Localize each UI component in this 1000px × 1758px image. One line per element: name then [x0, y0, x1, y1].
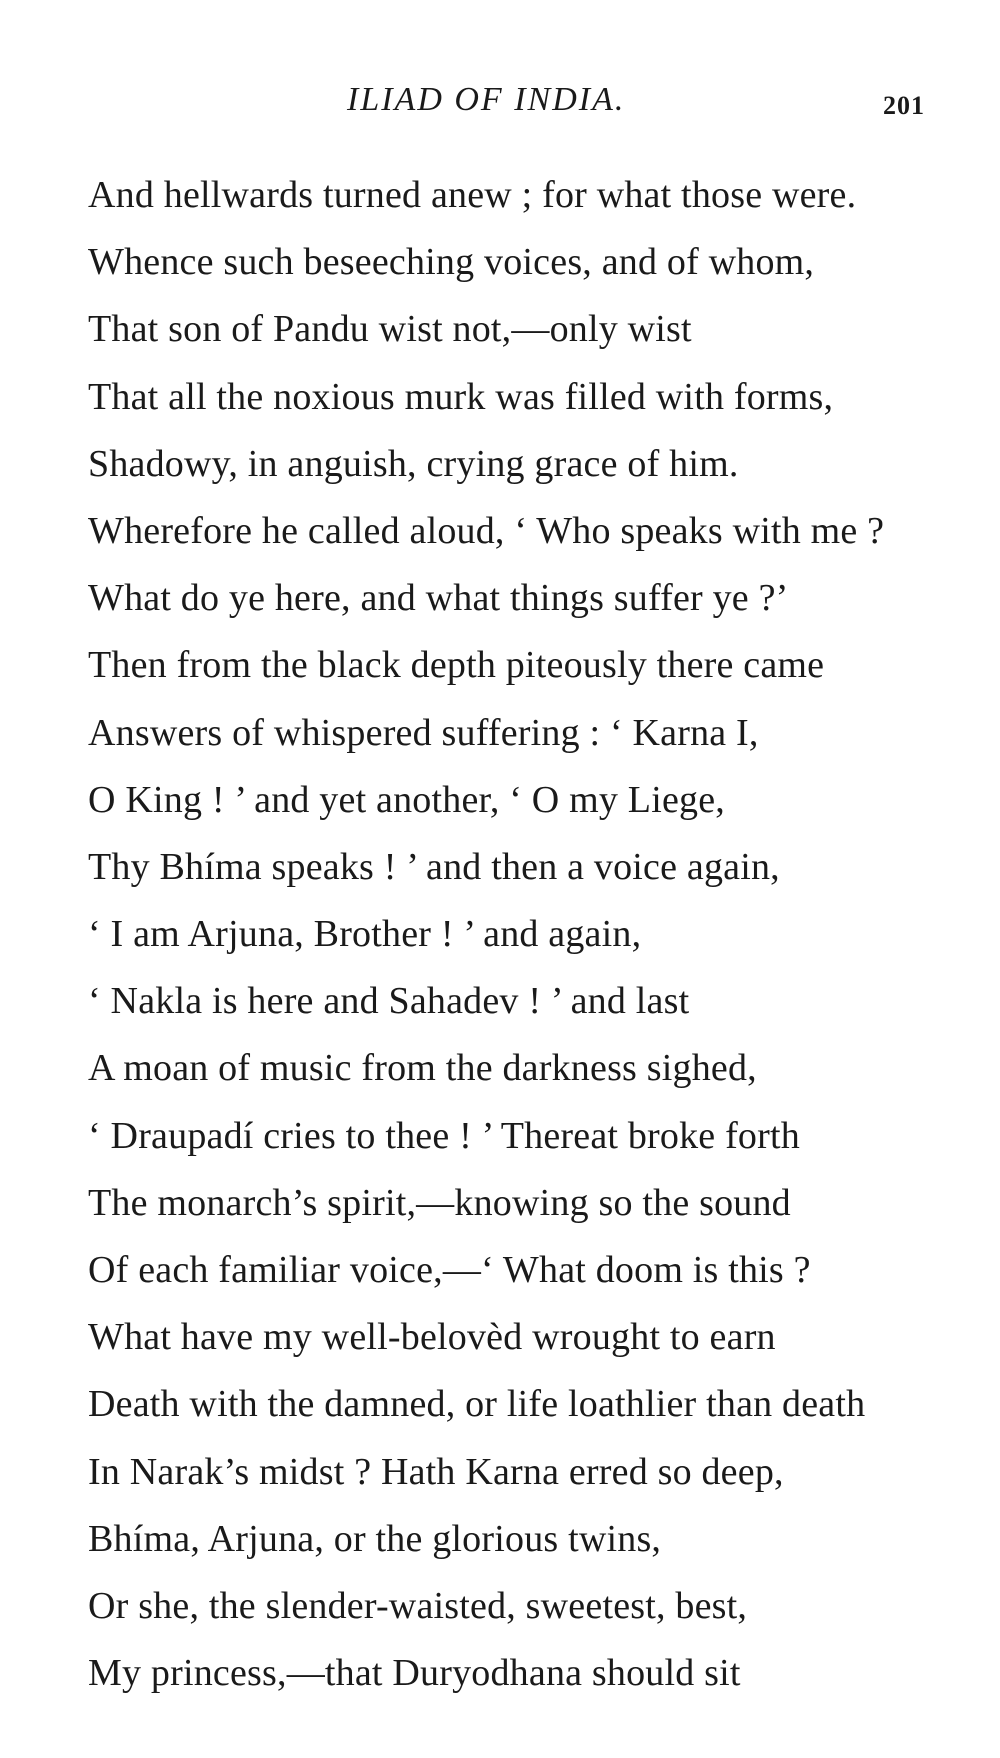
verse-line: Bhíma, Arjuna, or the glorious twins,	[88, 1517, 662, 1560]
verse-line: ‘ I am Arjuna, Brother ! ’ and again,	[88, 913, 642, 956]
verse-line: A moan of music from the darkness sighed,	[88, 1047, 757, 1090]
verse-line: ‘ Nakla is here and Sahadev ! ’ and last	[88, 980, 690, 1023]
verse-line: My princess,—that Duryodhana should sit	[88, 1652, 741, 1695]
verse-line: What have my well-belovèd wrought to earn	[88, 1316, 776, 1359]
verse-line: Shadowy, in anguish, crying grace of him.	[88, 442, 739, 485]
verse-line: Whence such beseeching voices, and of whom,	[88, 241, 815, 284]
verse-line: O King ! ’ and yet another, ‘ O my Liege,	[88, 778, 725, 821]
verse-line: What do ye here, and what things suffer ye ?’	[88, 577, 789, 620]
verse-line: Or she, the slender-waisted, sweetest, best,	[88, 1584, 748, 1627]
verse-line: And hellwards turned anew ; for what those were.	[88, 174, 857, 216]
verse-body	[88, 162, 968, 1707]
verse-line: Answers of whispered suffering : ‘ Karna I,	[88, 711, 759, 754]
verse-line: Death with the damned, or life loathlier than death	[88, 1383, 866, 1426]
verse-line: Then from the black depth piteously there came	[88, 644, 825, 687]
verse-line: That all the noxious murk was filled with forms,	[88, 375, 834, 418]
verse-line: That son of Pandu wist not,—only wist	[88, 308, 692, 351]
running-head	[0, 78, 1000, 128]
verse-line: Wherefore he called aloud, ‘ Who speaks with me ?	[88, 509, 885, 552]
running-title: ILIAD OF INDIA.	[347, 81, 626, 118]
verse-line: In Narak’s midst ? Hath Karna erred so deep,	[88, 1450, 784, 1493]
verse-line: Of each familiar voice,—‘ What doom is this ?	[88, 1249, 811, 1291]
verse-line: ‘ Draupadí cries to thee ! ’ Thereat broke forth	[88, 1114, 800, 1157]
page-number: 201	[883, 91, 925, 120]
verse-line: Thy Bhíma speaks ! ’ and then a voice again,	[88, 845, 780, 888]
verse-line: The monarch’s spirit,—knowing so the sound	[88, 1181, 791, 1224]
